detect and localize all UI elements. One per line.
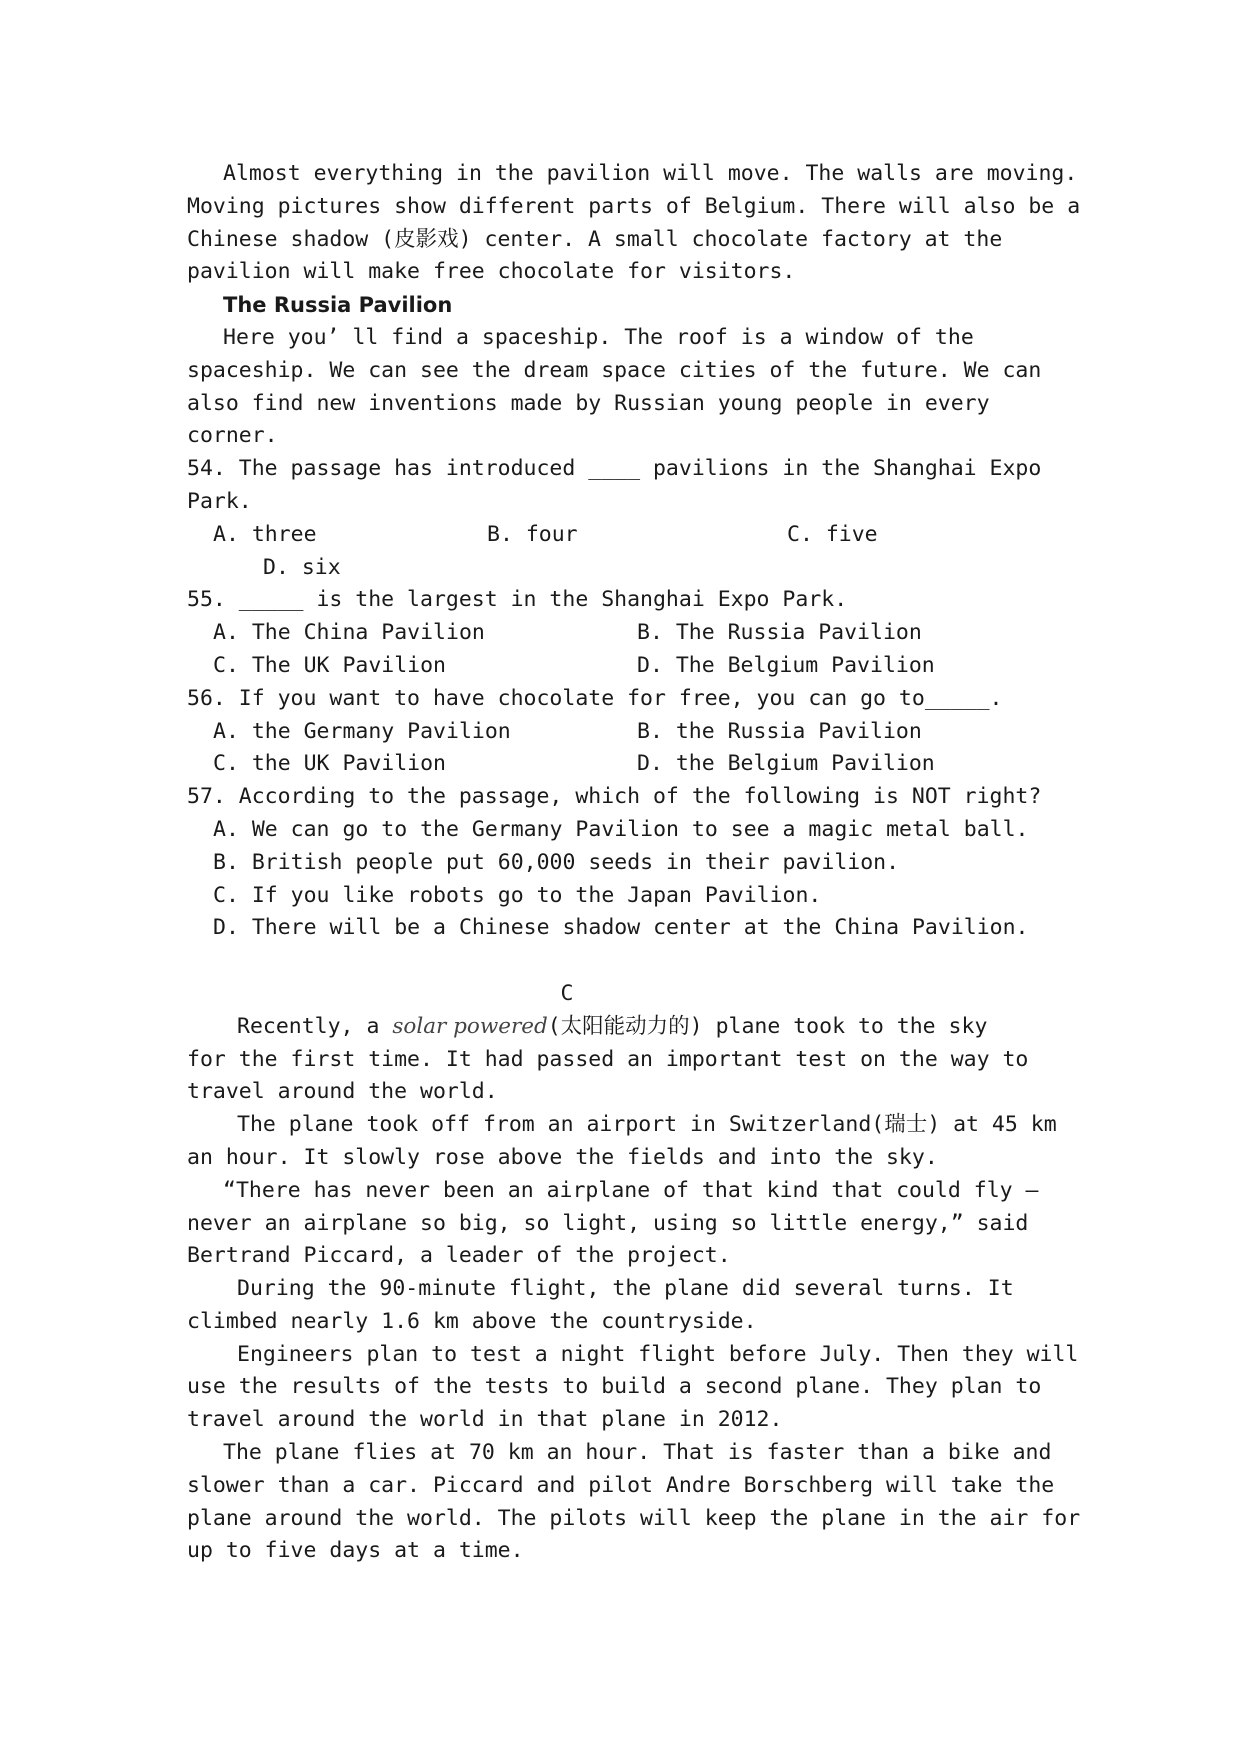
text-line: never an airplane so big, so light, using so little energy,” said <box>187 1210 1029 1236</box>
text-segment: (太阳能动力的) plane took to the sky <box>547 1013 988 1039</box>
text-line: travel around the world. <box>187 1079 498 1105</box>
question-stem: Park. <box>187 488 252 514</box>
italic-term: solar powered <box>392 1013 548 1039</box>
text-line: Chinese shadow (皮影戏) center. A small chocolate factory at the <box>187 226 1003 252</box>
option-b[interactable]: B. the Russia Pavilion <box>637 718 922 744</box>
text-line: an hour. It slowly rose above the fields and into the sky. <box>187 1144 938 1170</box>
text-line: plane around the world. The pilots will keep the plane in the air for <box>187 1505 1081 1531</box>
question-55 <box>187 584 1067 682</box>
text-line: climbed nearly 1.6 km above the countryside. <box>187 1308 757 1334</box>
passage-c-paragraph-5 <box>187 1339 1079 1437</box>
option-row <box>187 552 1067 585</box>
text-line: spaceship. We can see the dream space cities of the future. We can <box>187 357 1042 383</box>
text-line: The plane flies at 70 km an hour. That is faster than a bike and <box>223 1440 1052 1466</box>
option-a[interactable]: A. The China Pavilion <box>213 620 485 646</box>
text-line <box>187 1011 1067 1044</box>
paragraph-belgium <box>187 158 1081 289</box>
question-stem: 57. According to the passage, which of the following is NOT right? <box>187 784 1042 810</box>
text-line: corner. <box>187 423 278 449</box>
text-line: Here you’ ll find a spaceship. The roof is a window of the <box>223 324 974 350</box>
option-c[interactable]: C. If you like robots go to the Japan Pavilion. <box>213 882 822 908</box>
text-line: up to five days at a time. <box>187 1538 524 1564</box>
option-b[interactable]: B. four <box>487 521 578 547</box>
text-line: Moving pictures show different parts of Belgium. There will also be a <box>187 193 1081 219</box>
passage-c-paragraph-4 <box>187 1273 1067 1339</box>
text-line: travel around the world in that plane in 2012. <box>187 1407 783 1433</box>
text-line: for the first time. It had passed an important test on the way to <box>187 1046 1029 1072</box>
text-segment: Recently, a <box>237 1013 393 1039</box>
text-line: Engineers plan to test a night flight before July. Then they will <box>237 1341 1079 1367</box>
option-d[interactable]: D. The Belgium Pavilion <box>637 652 935 678</box>
text-line: Almost everything in the pavilion will move. The walls are moving. <box>223 161 1078 186</box>
option-row <box>187 650 1067 683</box>
option-row <box>187 716 1067 749</box>
text-line: Bertrand Piccard, a leader of the project. <box>187 1243 731 1269</box>
option-c[interactable]: C. The UK Pavilion <box>213 652 446 678</box>
text-line: The plane took off from an airport in Switzerland(瑞士) at 45 km <box>237 1112 1057 1138</box>
text-line: During the 90-minute flight, the plane did several turns. It <box>237 1276 1014 1302</box>
option-a[interactable]: A. the Germany Pavilion <box>213 718 511 744</box>
exam-page <box>187 158 1081 1568</box>
passage-c-paragraph-3 <box>187 1175 1067 1273</box>
question-57 <box>187 781 1067 945</box>
option-row <box>187 617 1067 650</box>
option-c[interactable]: C. five <box>787 521 878 547</box>
option-d[interactable]: D. the Belgium Pavilion <box>637 751 935 777</box>
option-b[interactable]: B. British people put 60,000 seeds in their pavilion. <box>213 849 900 875</box>
text-line: pavilion will make free chocolate for visitors. <box>187 259 796 285</box>
paragraph-russia <box>187 322 1067 453</box>
option-a[interactable]: A. We can go to the Germany Pavilion to see a magic metal ball. <box>213 816 1029 842</box>
question-56 <box>187 683 1067 781</box>
option-row <box>187 748 1067 781</box>
text-line: slower than a car. Piccard and pilot Andre Borschberg will take the <box>187 1472 1055 1498</box>
text-line: also find new inventions made by Russian young people in every <box>187 390 990 416</box>
option-a[interactable]: A. three <box>213 521 317 547</box>
passage-c-paragraph-6 <box>187 1437 1081 1568</box>
option-d[interactable]: D. There will be a Chinese shadow center at the China Pavilion. <box>213 915 1029 941</box>
option-b[interactable]: B. The Russia Pavilion <box>637 620 922 646</box>
text-line: use the results of the tests to build a second plane. They plan to <box>187 1374 1042 1400</box>
question-54 <box>187 453 1067 584</box>
option-d[interactable]: D. six <box>263 554 341 580</box>
section-heading-russia: The Russia Pavilion <box>223 293 453 318</box>
question-stem: 54. The passage has introduced ____ pavilions in the Shanghai Expo <box>187 456 1042 482</box>
passage-label-c: C <box>560 980 574 1006</box>
passage-c-paragraph-1 <box>187 1011 1067 1109</box>
text-line: “There has never been an airplane of that kind that could fly — <box>223 1177 1039 1203</box>
option-row <box>187 519 1067 552</box>
blank-line <box>187 945 1067 978</box>
question-stem: 56. If you want to have chocolate for free, you can go to_____. <box>187 685 1003 711</box>
passage-c-paragraph-2 <box>187 1109 1067 1175</box>
option-c[interactable]: C. the UK Pavilion <box>213 751 446 777</box>
question-stem: 55. _____ is the largest in the Shanghai Expo Park. <box>187 587 848 613</box>
